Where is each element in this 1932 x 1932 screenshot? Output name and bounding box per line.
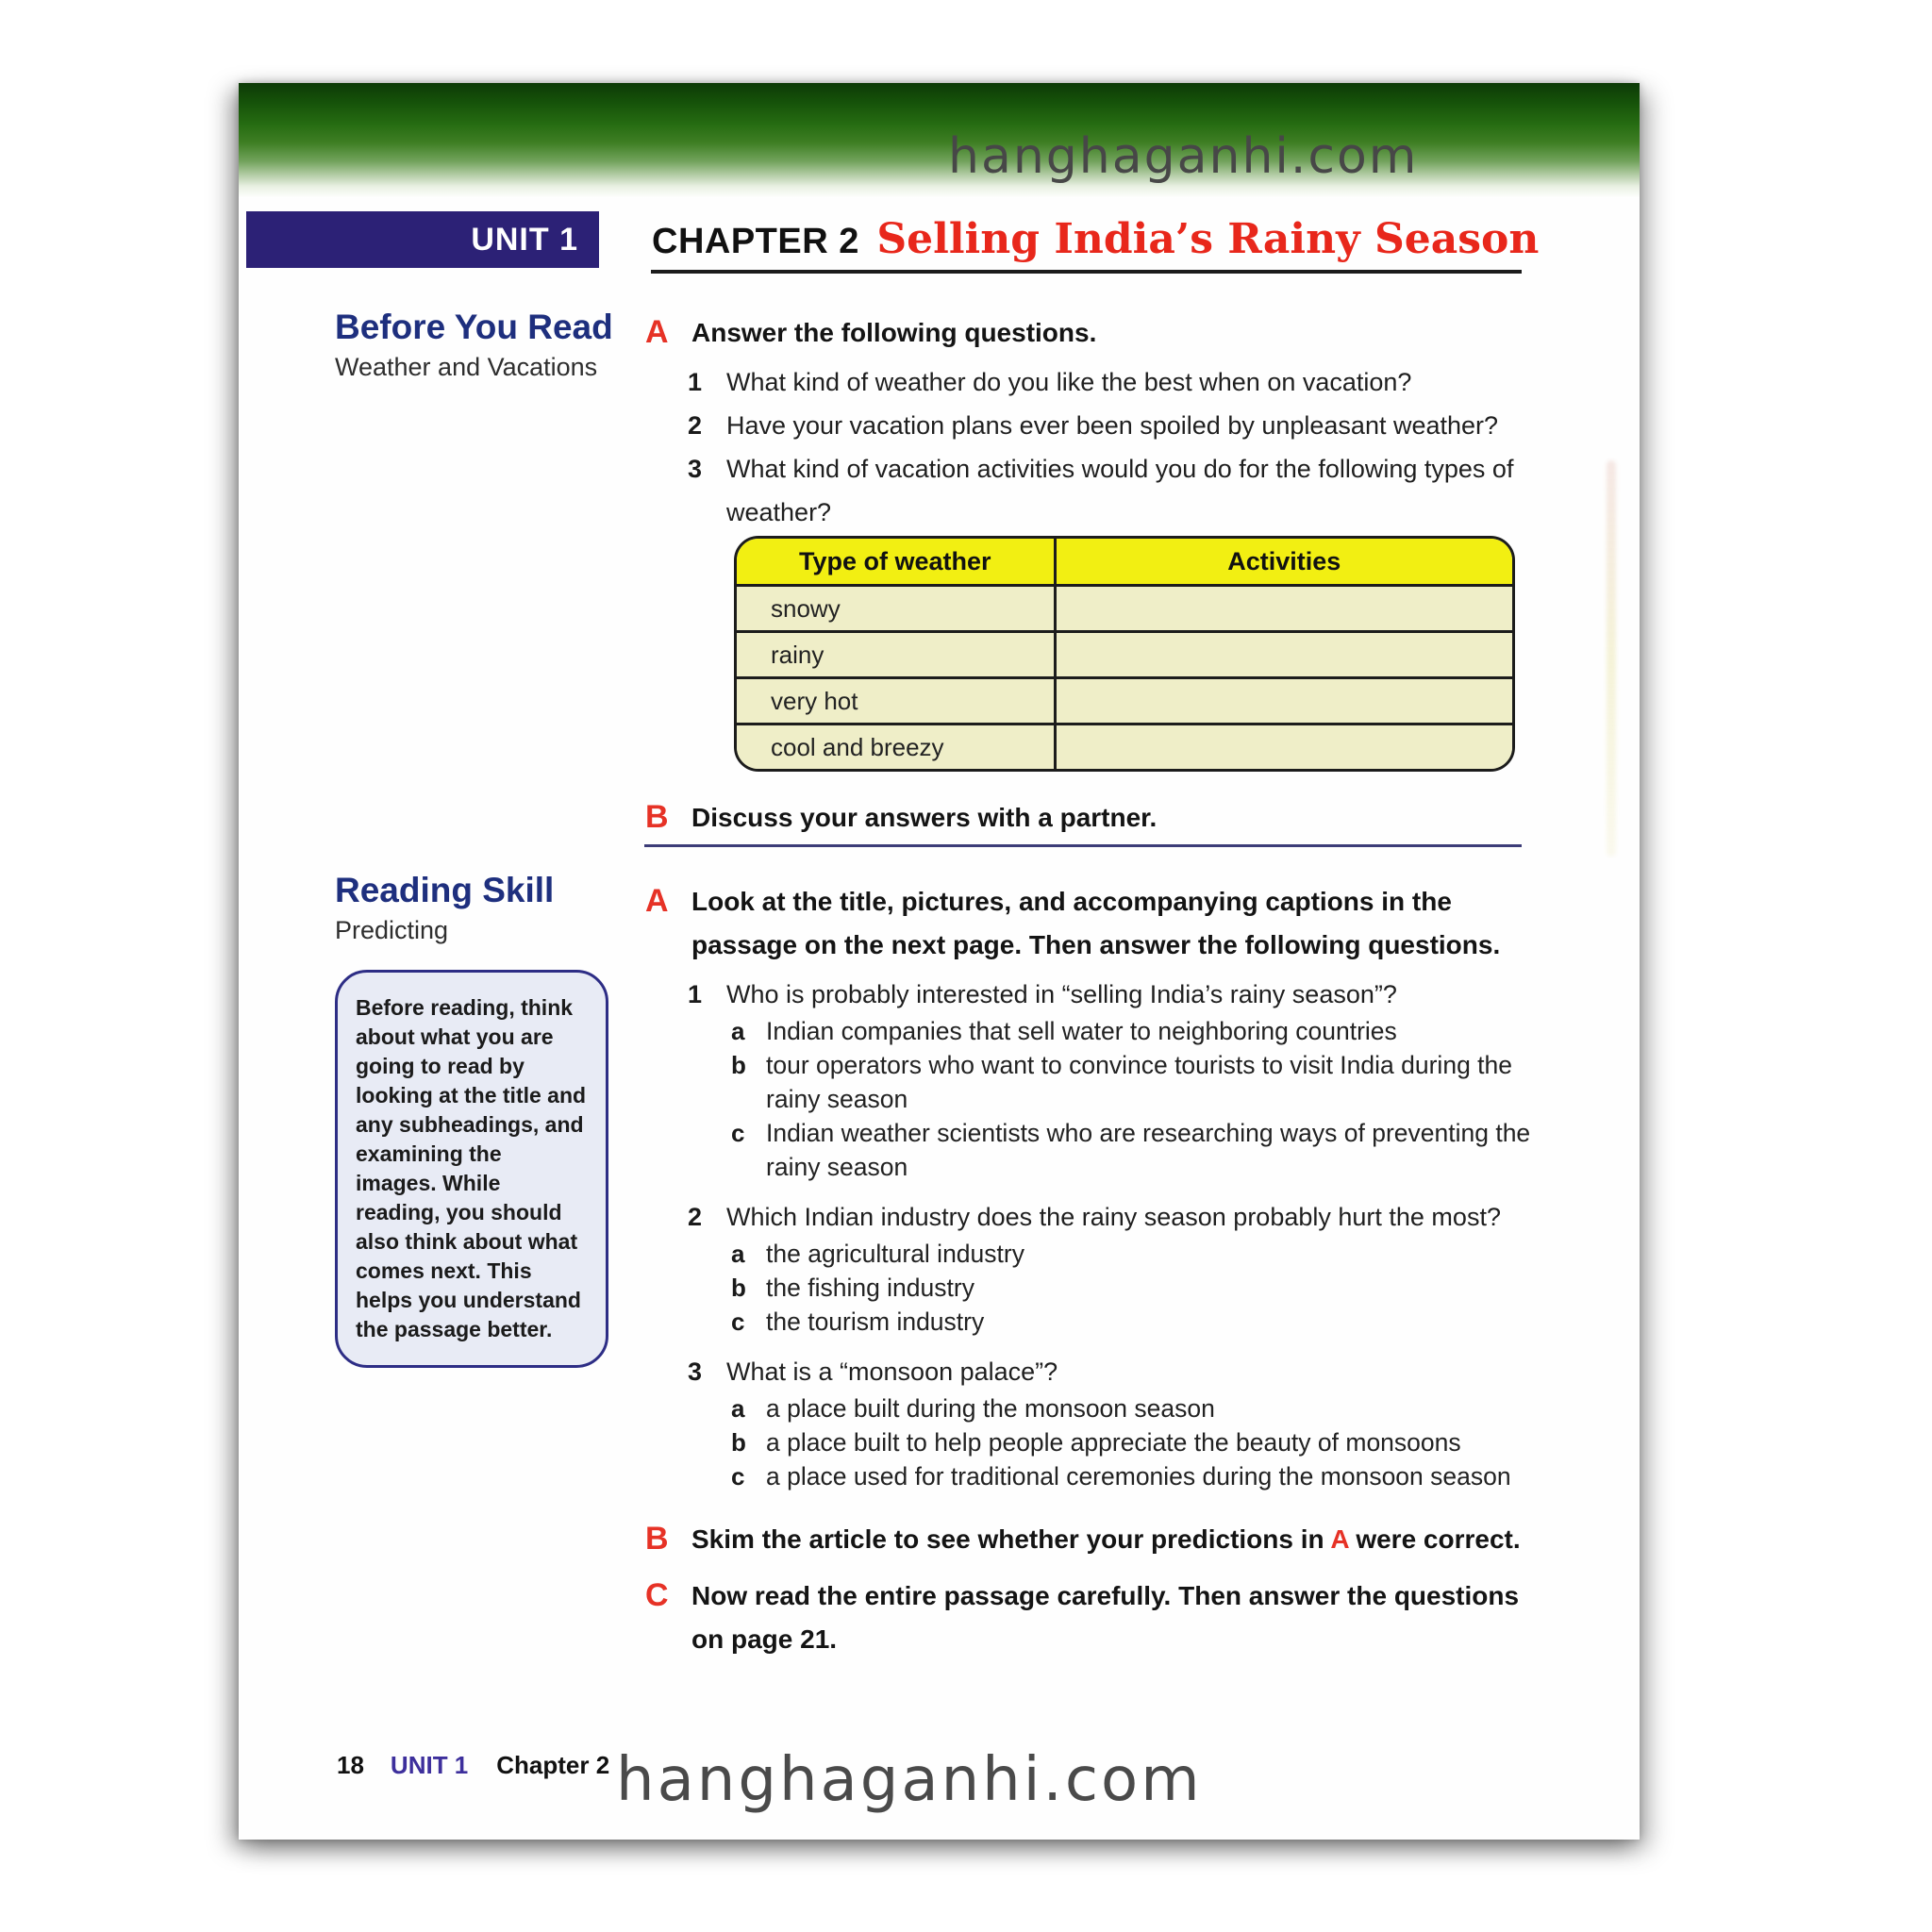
table-header-row — [737, 539, 1512, 586]
question-number: 1 — [688, 368, 703, 396]
question-text: Have your vacation plans ever been spoiled by unpleasant weather? — [726, 411, 1499, 440]
table-row — [737, 586, 1512, 632]
option-text: the fishing industry — [766, 1274, 974, 1302]
question-1 — [645, 974, 1532, 1014]
activities-cell-empty[interactable] — [1055, 724, 1512, 770]
section-b-instruction — [691, 1518, 1532, 1561]
reading-skill-tip-box: Before reading, think about what you are going to read by looking at the title and any subheadings, and examining the images. While reading, you should also think about what comes next. This helps you understand the passage better. — [335, 970, 608, 1368]
option-letter: c — [731, 1462, 745, 1491]
question-list — [645, 360, 1532, 534]
section-divider — [644, 844, 1522, 847]
question-number: 3 — [688, 1357, 703, 1386]
question-3 — [645, 447, 1532, 534]
option-b — [645, 1048, 1532, 1116]
section-letter-a: A — [645, 314, 669, 350]
before-you-read-subheading: Weather and Vacations — [335, 353, 598, 381]
section-b-reading-skill — [645, 1518, 1532, 1561]
question-text: Who is probably interested in “selling India’s rainy season”? — [726, 980, 1397, 1008]
scan-artifact-streak — [1607, 460, 1616, 857]
option-b — [645, 1425, 1532, 1459]
section-a-instruction: Answer the following questions. — [691, 318, 1097, 347]
question-text: Which Indian industry does the rainy season probably hurt the most? — [726, 1203, 1501, 1231]
question-group-1 — [645, 974, 1532, 1184]
footer-chapter-label: Chapter 2 — [496, 1751, 610, 1779]
question-group-3 — [645, 1352, 1532, 1493]
section-b-before-you-read — [645, 796, 1532, 840]
table-row — [737, 632, 1512, 678]
option-c — [645, 1116, 1532, 1184]
reading-skill-heading: Reading Skill — [335, 871, 555, 909]
question-text: What kind of weather do you like the best when on vacation? — [726, 368, 1412, 396]
instruction-text: Skim the article to see whether your predictions in — [691, 1524, 1331, 1554]
question-2 — [645, 404, 1532, 447]
section-c-instruction: Now read the entire passage carefully. Then answer the questions on page 21. — [691, 1581, 1520, 1654]
question-text: What is a “monsoon palace”? — [726, 1357, 1058, 1386]
question-3 — [645, 1352, 1532, 1391]
watermark-bottom: hanghaganhi.com — [616, 1745, 1203, 1815]
chapter-label: CHAPTER 2 — [652, 222, 859, 261]
activities-cell-empty[interactable] — [1055, 586, 1512, 632]
weather-type-cell: rainy — [737, 632, 1055, 678]
section-a-reading-skill — [645, 880, 1532, 967]
weather-type-cell: very hot — [737, 678, 1055, 724]
before-you-read-heading: Before You Read — [335, 308, 613, 346]
option-text: the agricultural industry — [766, 1240, 1024, 1268]
option-text: a place used for traditional ceremonies during the monsoon season — [766, 1462, 1511, 1491]
option-letter: b — [731, 1428, 746, 1457]
option-b — [645, 1271, 1532, 1305]
option-a — [645, 1014, 1532, 1048]
question-2 — [645, 1197, 1532, 1237]
option-a — [645, 1237, 1532, 1271]
weather-activities-table — [734, 536, 1515, 772]
table-row — [737, 678, 1512, 724]
option-text: the tourism industry — [766, 1307, 985, 1336]
option-letter: a — [731, 1017, 745, 1045]
option-letter: c — [731, 1119, 745, 1147]
section-letter-a: A — [645, 883, 669, 919]
page-top-banner — [239, 83, 1640, 198]
section-b-instruction: Discuss your answers with a partner. — [691, 803, 1158, 832]
table-header-activities: Activities — [1055, 539, 1512, 586]
page-footer — [337, 1751, 609, 1780]
activities-cell-empty[interactable] — [1055, 678, 1512, 724]
option-c — [645, 1459, 1532, 1493]
weather-type-cell: cool and breezy — [737, 724, 1055, 770]
reading-skill-subheading: Predicting — [335, 916, 449, 944]
question-text: What kind of vacation activities would you do for the following types of weather? — [726, 455, 1514, 526]
option-letter: b — [731, 1274, 746, 1302]
question-number: 2 — [688, 1203, 703, 1231]
textbook-page — [239, 83, 1640, 1840]
section-a-instruction: Look at the title, pictures, and accompanying captions in the passage on the next page. Then answer the following questions. — [691, 887, 1501, 959]
section-c-reading-skill — [645, 1574, 1532, 1661]
option-letter: a — [731, 1394, 745, 1423]
table-header-type-of-weather: Type of weather — [737, 539, 1055, 586]
option-text: tour operators who want to convince tourists to visit India during the rainy season — [766, 1051, 1513, 1113]
chapter-underline — [651, 270, 1522, 274]
watermark-top: hanghaganhi.com — [948, 128, 1419, 185]
before-you-read-main — [645, 311, 1532, 840]
section-letter-b: B — [645, 1521, 669, 1557]
question-number: 3 — [688, 455, 703, 483]
option-letter: a — [731, 1240, 745, 1268]
instruction-highlight-a: A — [1330, 1524, 1349, 1554]
option-c — [645, 1305, 1532, 1339]
question-group-2 — [645, 1197, 1532, 1339]
section-a-before-you-read — [645, 311, 1532, 355]
activities-cell-empty[interactable] — [1055, 632, 1512, 678]
option-text: Indian weather scientists who are researching ways of preventing the rainy season — [766, 1119, 1531, 1181]
page-number: 18 — [337, 1751, 364, 1779]
section-letter-b: B — [645, 799, 669, 835]
weather-type-cell: snowy — [737, 586, 1055, 632]
option-letter: c — [731, 1307, 745, 1336]
question-number: 1 — [688, 980, 703, 1008]
unit-badge — [246, 211, 599, 268]
chapter-title: Selling India’s Rainy Season — [876, 215, 1540, 263]
option-letter: b — [731, 1051, 746, 1079]
footer-unit-label: UNIT 1 — [390, 1751, 469, 1779]
question-number: 2 — [688, 411, 703, 440]
option-text: a place built to help people appreciate the beauty of monsoons — [766, 1428, 1461, 1457]
option-a — [645, 1391, 1532, 1425]
reading-skill-main — [645, 880, 1532, 1661]
chapter-header — [652, 215, 1539, 263]
reading-skill-sidebar — [335, 871, 646, 1368]
table-row — [737, 724, 1512, 770]
question-1 — [645, 360, 1532, 404]
option-text: Indian companies that sell water to neighboring countries — [766, 1017, 1397, 1045]
instruction-text: were correct. — [1348, 1524, 1521, 1554]
option-text: a place built during the monsoon season — [766, 1394, 1215, 1423]
before-you-read-sidebar — [335, 308, 646, 382]
section-letter-c: C — [645, 1577, 669, 1613]
unit-label: UNIT 1 — [471, 221, 578, 258]
